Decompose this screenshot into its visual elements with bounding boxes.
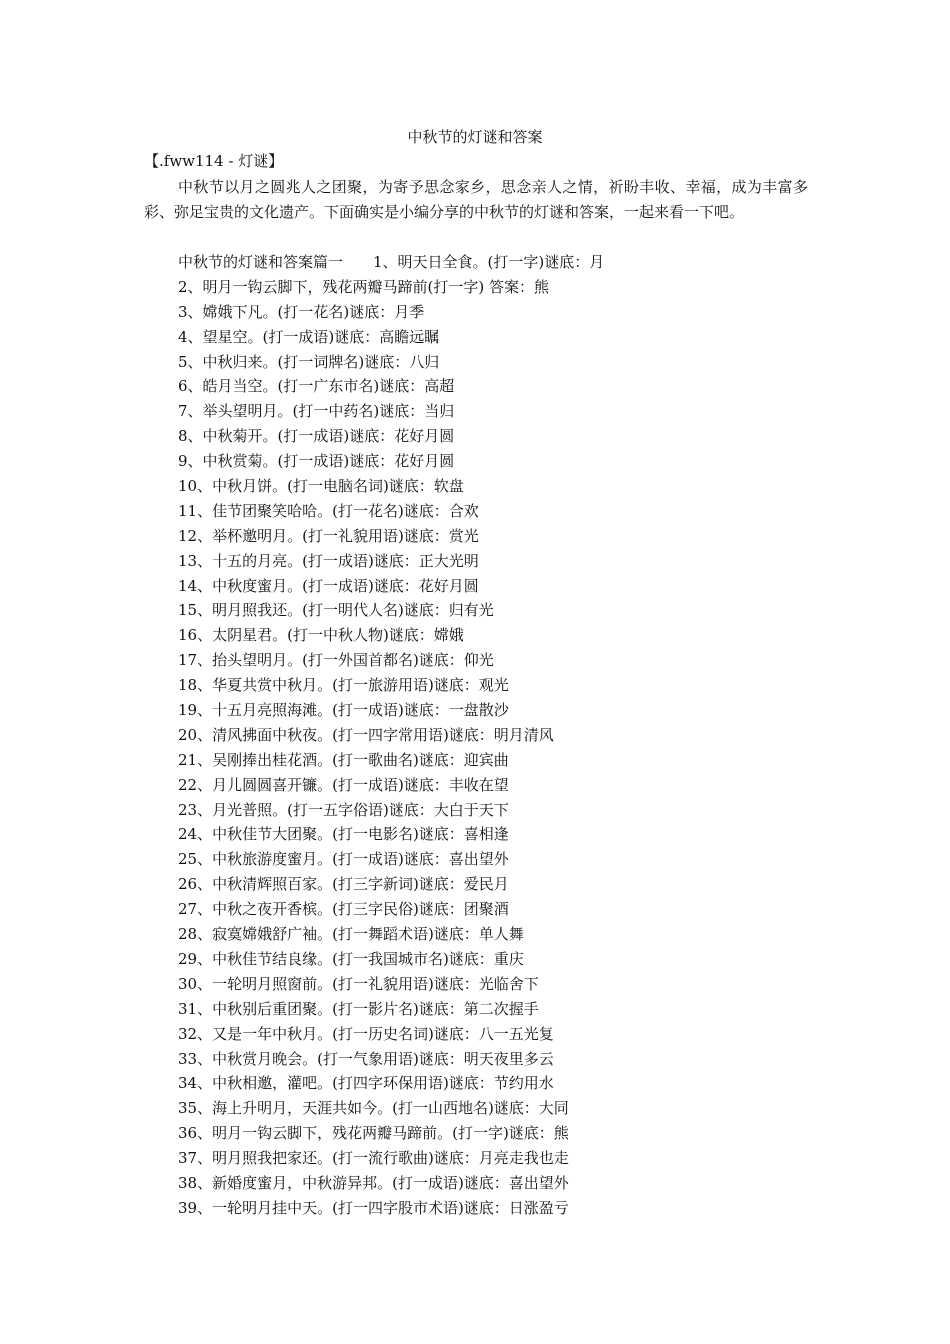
- riddle-item: 23、月光普照。(打一五字俗语)谜底：大白于天下: [178, 800, 509, 819]
- riddle-item: 21、吴刚捧出桂花酒。(打一歌曲名)谜底：迎宾曲: [178, 750, 509, 769]
- riddle-item: 中秋节的灯谜和答案篇一 1、明天日全食。(打一字)谜底：月: [178, 253, 605, 271]
- riddle-item: 10、中秋月饼。(打一电脑名词)谜底：软盘: [178, 477, 464, 496]
- riddle-item: 8、中秋菊开。(打一成语)谜底：花好月圆: [178, 427, 455, 446]
- riddle-item: 5、中秋归来。(打一词牌名)谜底：八归: [178, 352, 440, 371]
- riddle-item: 12、举杯邀明月。(打一礼貌用语)谜底：赏光: [178, 526, 479, 545]
- riddle-item: 27、中秋之夜开香槟。(打三字民俗)谜底：团聚酒: [178, 900, 509, 919]
- riddle-item: 19、十五月亮照海滩。(打一成语)谜底：一盘散沙: [178, 701, 509, 720]
- riddle-item: 39、一轮明月挂中天。(打一四字股市术语)谜底：日涨盈亏: [178, 1198, 569, 1217]
- riddle-item: 32、又是一年中秋月。(打一历史名词)谜底：八一五光复: [178, 1024, 554, 1043]
- document-title: 中秋节的灯谜和答案: [407, 128, 543, 146]
- riddle-item: 25、中秋旅游度蜜月。(打一成语)谜底：喜出望外: [178, 850, 509, 869]
- riddle-item: 26、中秋清辉照百家。(打三字新词)谜底：爱民月: [178, 875, 509, 894]
- riddle-item: 2、明月一钩云脚下，残花两瓣马蹄前(打一字) 答案：熊: [178, 277, 550, 296]
- riddle-item: 9、中秋赏菊。(打一成语)谜底：花好月圆: [178, 452, 455, 471]
- riddle-item: 37、明月照我把家还。(打一流行歌曲)谜底：月亮走我也走: [178, 1149, 569, 1168]
- riddle-item: 28、寂寞嫦娥舒广袖。(打一舞蹈术语)谜底：单人舞: [178, 925, 524, 944]
- source-tag: 【.fww114 - 灯谜】: [144, 152, 284, 170]
- riddle-item: 7、举头望明月。(打一中药名)谜底：当归: [178, 402, 455, 421]
- riddle-item: 35、海上升明月，天涯共如今。(打一山西地名)谜底：大同: [178, 1099, 569, 1118]
- riddle-item: 6、皓月当空。(打一广东市名)谜底：高超: [178, 377, 455, 396]
- riddle-item: 11、佳节团聚笑哈哈。(打一花名)谜底：合欢: [178, 501, 479, 520]
- riddle-item: 13、十五的月亮。(打一成语)谜底：正大光明: [178, 551, 479, 570]
- riddle-item: 17、抬头望明月。(打一外国首都名)谜底：仰光: [178, 651, 494, 670]
- riddle-item: 29、中秋佳节结良缘。(打一我国城市名)谜底：重庆: [178, 949, 524, 968]
- riddle-item: 3、嫦娥下凡。(打一花名)谜底：月季: [178, 302, 425, 321]
- riddle-item: 4、望星空。(打一成语)谜底：高瞻远瞩: [178, 327, 440, 346]
- riddle-item: 34、中秋相邀，灌吧。(打四字环保用语)谜底：节约用水: [178, 1074, 554, 1093]
- riddle-item: 24、中秋佳节大团聚。(打一电影名)谜底：喜相逢: [178, 825, 509, 844]
- riddle-item: 31、中秋别后重团聚。(打一影片名)谜底：第二次握手: [178, 999, 539, 1018]
- riddle-item: 20、清风拂面中秋夜。(打一四字常用语)谜底：明月清风: [178, 725, 554, 744]
- riddle-item: 16、太阴星君。(打一中秋人物)谜底：嫦娥: [178, 626, 464, 645]
- riddle-item: 14、中秋度蜜月。(打一成语)谜底：花好月圆: [178, 576, 479, 595]
- riddle-item: 36、明月一钩云脚下，残花两瓣马蹄前。(打一字)谜底：熊: [178, 1124, 569, 1143]
- riddle-item: 15、明月照我还。(打一明代人名)谜底：归有光: [178, 601, 494, 620]
- riddle-list: [178, 250, 604, 1221]
- riddle-item: 33、中秋赏月晚会。(打一气象用语)谜底：明天夜里多云: [178, 1049, 554, 1068]
- riddle-item: 30、一轮明月照窗前。(打一礼貌用语)谜底：光临舍下: [178, 974, 539, 993]
- intro-paragraph: 中秋节以月之圆兆人之团聚，为寄予思念家乡，思念亲人之情，祈盼丰收、幸福，成为丰富多彩、弥足宝贵的文化遗产。下面确实是小编分享的中秋节的灯谜和答案，一起来看一下吧。: [144, 178, 808, 221]
- riddle-item: 22、月儿圆圆喜开镰。(打一成语)谜底：丰收在望: [178, 775, 509, 794]
- riddle-item: 38、新婚度蜜月，中秋游异邦。(打一成语)谜底：喜出望外: [178, 1173, 569, 1192]
- riddle-item: 18、华夏共赏中秋月。(打一旅游用语)谜底：观光: [178, 676, 509, 695]
